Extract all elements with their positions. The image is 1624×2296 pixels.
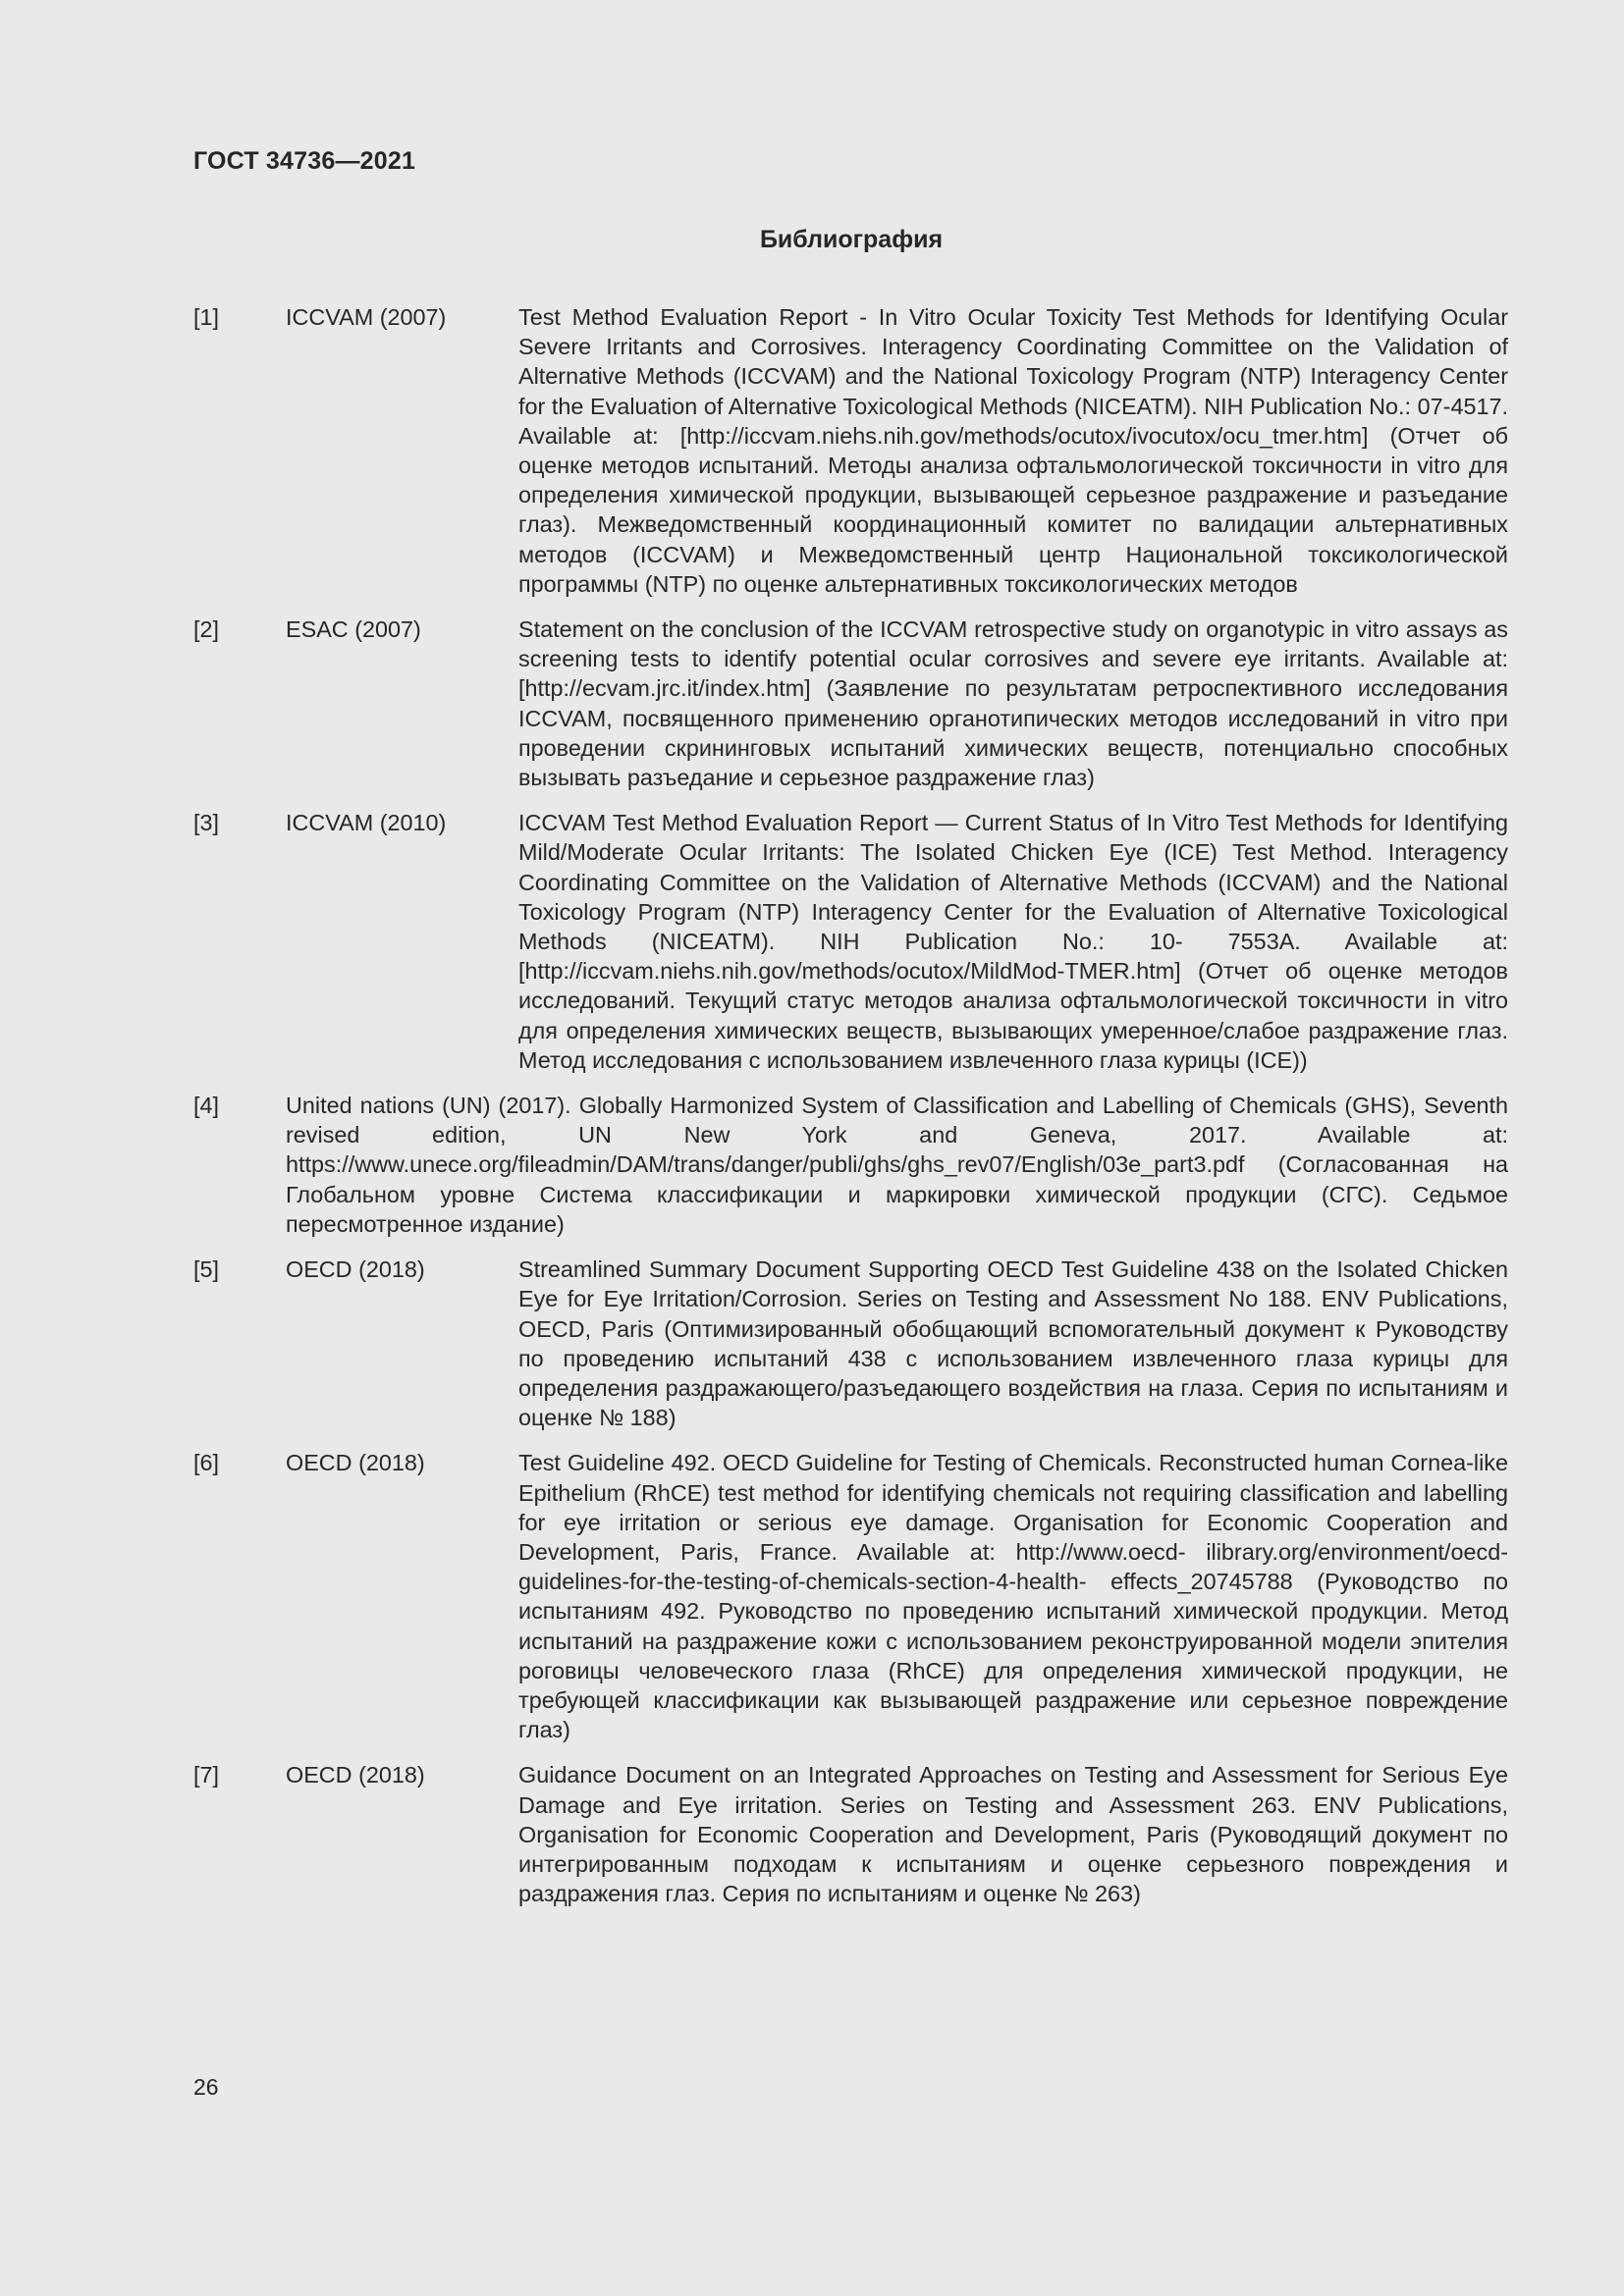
entry-source: OECD (2018)	[286, 1450, 425, 1476]
bibliography-entry	[193, 1448, 1508, 1744]
entry-number: [5]	[193, 1256, 220, 1283]
entry-number: [6]	[193, 1450, 220, 1476]
entry-text: Guidance Document on an Integrated Approaches on Testing and Assessment for Serious Eye Damage and Eye irritation. Series on Testing and Assessment 263. ENV Publications, Organisation for Economic Cooperation and Development, Paris (Руководящий документ по интегрированным подходам к испытаниям и оценке серьезного повреждения и раздражения глаз. Серия по испытаниям и оценке № 263)	[518, 1762, 1508, 1907]
bibliography-entry	[193, 302, 1508, 599]
entry-number: [7]	[193, 1762, 220, 1789]
bibliography-entry	[193, 1255, 1508, 1432]
page-title: Библиография	[759, 226, 944, 253]
entry-text: Test Method Evaluation Report - In Vitro Ocular Toxicity Test Methods for Identifying Ocular Severe Irritants and Corrosives. Interagency Coordinating Committee on the Validation of Alternative Methods (ICCVAM) and the National Toxicology Program (NTP) Interagency Center for the Evaluation of Alternative Toxicological Methods (NICEATM). NIH Publication No.: 07-4517. Available at: [http://iccvam.niehs.nih.gov/methods/ocutox/ivocutox/ocu_tmer.htm] (Отчет об оценке методов испытаний. Методы анализа офтальмологической токсичности in vitro для определения химической продукции, вызывающей серьезное раздражение и разъедание глаз). Межведомственный координационный комитет по валидации альтернативных методов (ICCVAM) и Межведомственный центр Национальной токсикологической программы (NTP) по оценке альтернативных токсикологических методов	[518, 304, 1508, 597]
document-code: ГОСТ 34736—2021	[193, 147, 416, 175]
entry-source: ICCVAM (2007)	[286, 304, 447, 330]
entry-text: ICCVAM Test Method Evaluation Report — Current Status of In Vitro Test Methods for Identifying Mild/Moderate Ocular Irritants: The Isolated Chicken Eye (ICE) Test Method. Interagency Coordinating Committee on the Validation of Alternative Methods (ICCVAM) and the National Toxicology Program (NTP) Interagency Center for the Evaluation of Alternative Toxicological Methods (NICEATM). NIH Publication No.: 10- 7553A. Available at: [http://iccvam.niehs.nih.gov/methods/ocutox/MildMod-TMER.htm] (Отчет об оценке методов исследований. Текущий статус методов анализа офтальмологической токсичности in vitro для определения химических веществ, вызывающих умеренное/слабое раздражение глаз. Метод исследования с использованием извлеченного глаза курицы (ICE))	[518, 810, 1508, 1073]
entry-source: OECD (2018)	[286, 1762, 425, 1789]
entry-source: ICCVAM (2010)	[286, 810, 447, 836]
entry-text: Test Guideline 492. OECD Guideline for Testing of Chemicals. Reconstructed human Cornea-like Epithelium (RhCE) test method for identifying chemicals not requiring classification and labelling for eye irritation or serious eye damage. Organisation for Economic Cooperation and Development, Paris, France. Available at: http://www.oecd- ilibrary.org/environment/oecd-guidelines-for-the-testing-of-chemicals-section-4-health- effects_20745788 (Руководство по испытаниям 492. Руководство по проведению испытаний химической продукции. Метод испытаний на раздражение кожи с использованием реконструированной модели эпителия роговицы человеческого глаза (RhCE) для определения химической продукции, не требующей классификации как вызывающей раздражение или серьезное повреждение глаз)	[518, 1450, 1508, 1743]
entry-number: [4]	[193, 1093, 220, 1119]
entry-text: United nations (UN) (2017). Globally Harmonized System of Classification and Labelling of Chemicals (GHS), Seventh revised edition, UN New York and Geneva, 2017. Available at: https://www.unece.org/fileadmin/DAM/trans/danger/publi/ghs/ghs_rev07/English/03e_part3.pdf (Согласованная на Глобальном уровне Система классификации и маркировки химической продукции (СГС). Седьмое пересмотренное издание)	[286, 1093, 1508, 1237]
entry-text: Statement on the conclusion of the ICCVAM retrospective study on organotypic in vitro assays as screening tests to identify potential ocular corrosives and severe eye irritants. Available at: [http://ecvam.jrc.it/index.htm] (Заявление по результатам ретроспективного исследования ICCVAM, посвященного применению органотипических методов исследований in vitro при проведении скрининговых испытаний химических веществ, потенциально способных вызывать разъедание и серьезное раздражение глаз)	[518, 616, 1508, 791]
entry-source: ESAC (2007)	[286, 616, 421, 643]
entry-text: Streamlined Summary Document Supporting OECD Test Guideline 438 on the Isolated Chicken Eye for Eye Irritation/Corrosion. Series on Testing and Assessment No 188. ENV Publications, OECD, Paris (Оптимизированный обобщающий вспомогательный документ к Руководству по проведению испытаний 438 с использованием извлеченного глаза курицы для определения раздражающего/разъедающего воздействия на глаза. Серия по испытаниям и оценке № 188)	[518, 1256, 1508, 1431]
bibliography-list	[193, 302, 1508, 1924]
entry-number: [3]	[193, 810, 220, 836]
bibliography-entry	[193, 1760, 1508, 1908]
entry-source: OECD (2018)	[286, 1256, 425, 1283]
entry-number: [2]	[193, 616, 220, 643]
bibliography-entry	[193, 1091, 1508, 1239]
bibliography-entry	[193, 614, 1508, 792]
entry-number: [1]	[193, 304, 220, 330]
page-number: 26	[193, 2074, 219, 2100]
bibliography-entry	[193, 808, 1508, 1075]
